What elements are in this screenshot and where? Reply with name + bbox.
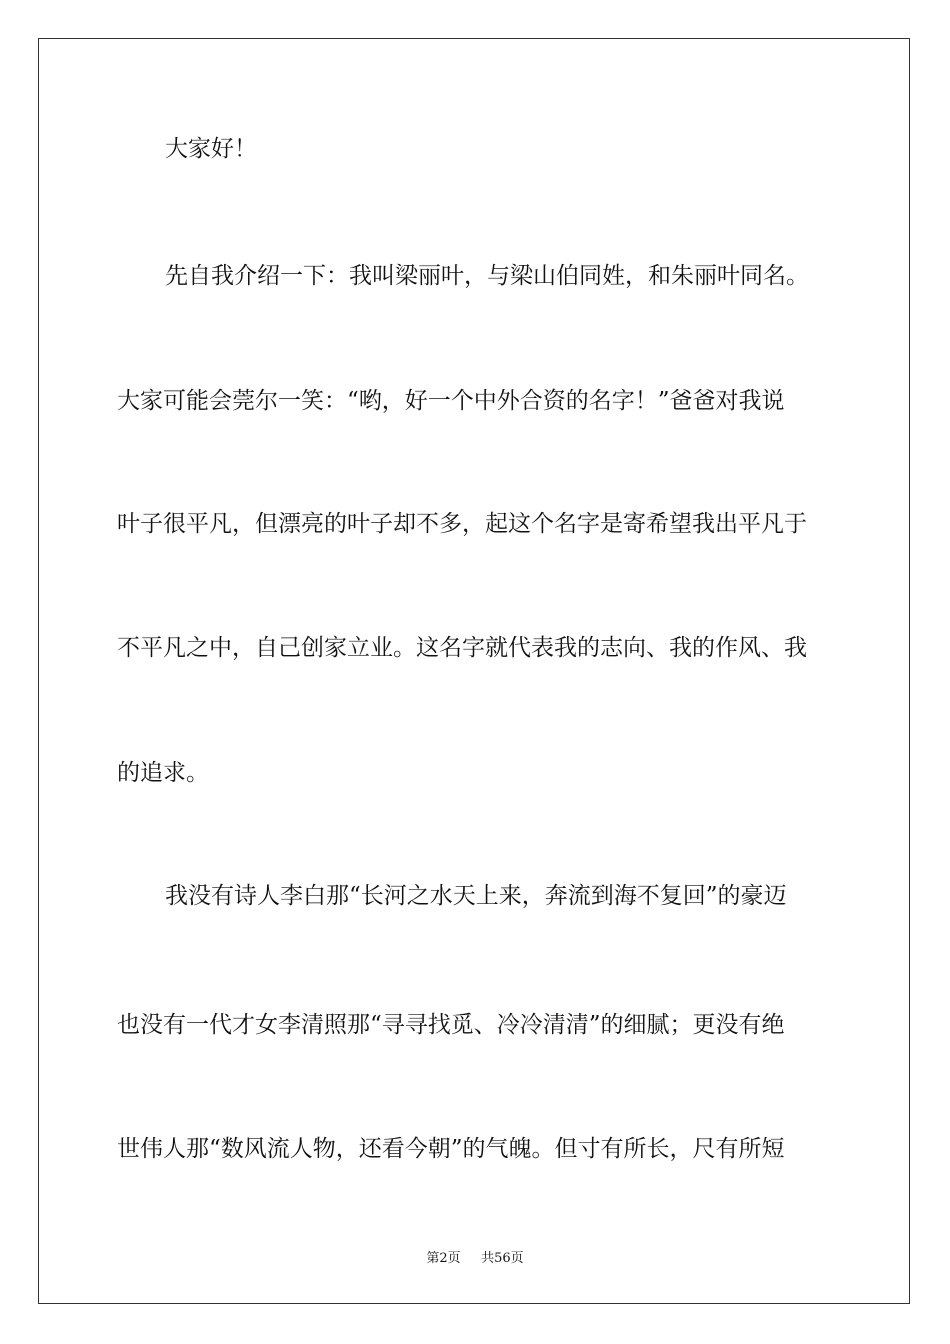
paragraph-line: 叶子很平凡，但漂亮的叶子却不多，起这个名字是寄希望我出平凡于 (117, 511, 807, 537)
paragraph-line: 大家可能会莞尔一笑：“哟，好一个中外合资的名字！”爸爸对我说 (117, 388, 785, 414)
page-footer (0, 1247, 950, 1266)
paragraph-line: 不平凡之中，自己创家立业。这名字就代表我的志向、我的作风、我 (117, 635, 807, 661)
greeting-line: 大家好！ (165, 136, 257, 162)
page-border (38, 38, 910, 1304)
paragraph-line: 我没有诗人李白那“长河之水天上来，奔流到海不复回”的豪迈 (165, 883, 787, 909)
paragraph-line: 世伟人那“数风流人物，还看今朝”的气魄。但寸有所长，尺有所短 (117, 1136, 785, 1162)
paragraph-line: 也没有一代才女李清照那“寻寻找觅、冷冷清清”的细腻；更没有绝 (117, 1012, 785, 1038)
paragraph-line: 先自我介绍一下：我叫梁丽叶，与梁山伯同姓，和朱丽叶同名。 (165, 263, 809, 289)
paragraph-line: 的追求。 (117, 760, 209, 786)
page-number: 第2页 (426, 1251, 461, 1266)
total-pages: 共56页 (481, 1251, 524, 1266)
